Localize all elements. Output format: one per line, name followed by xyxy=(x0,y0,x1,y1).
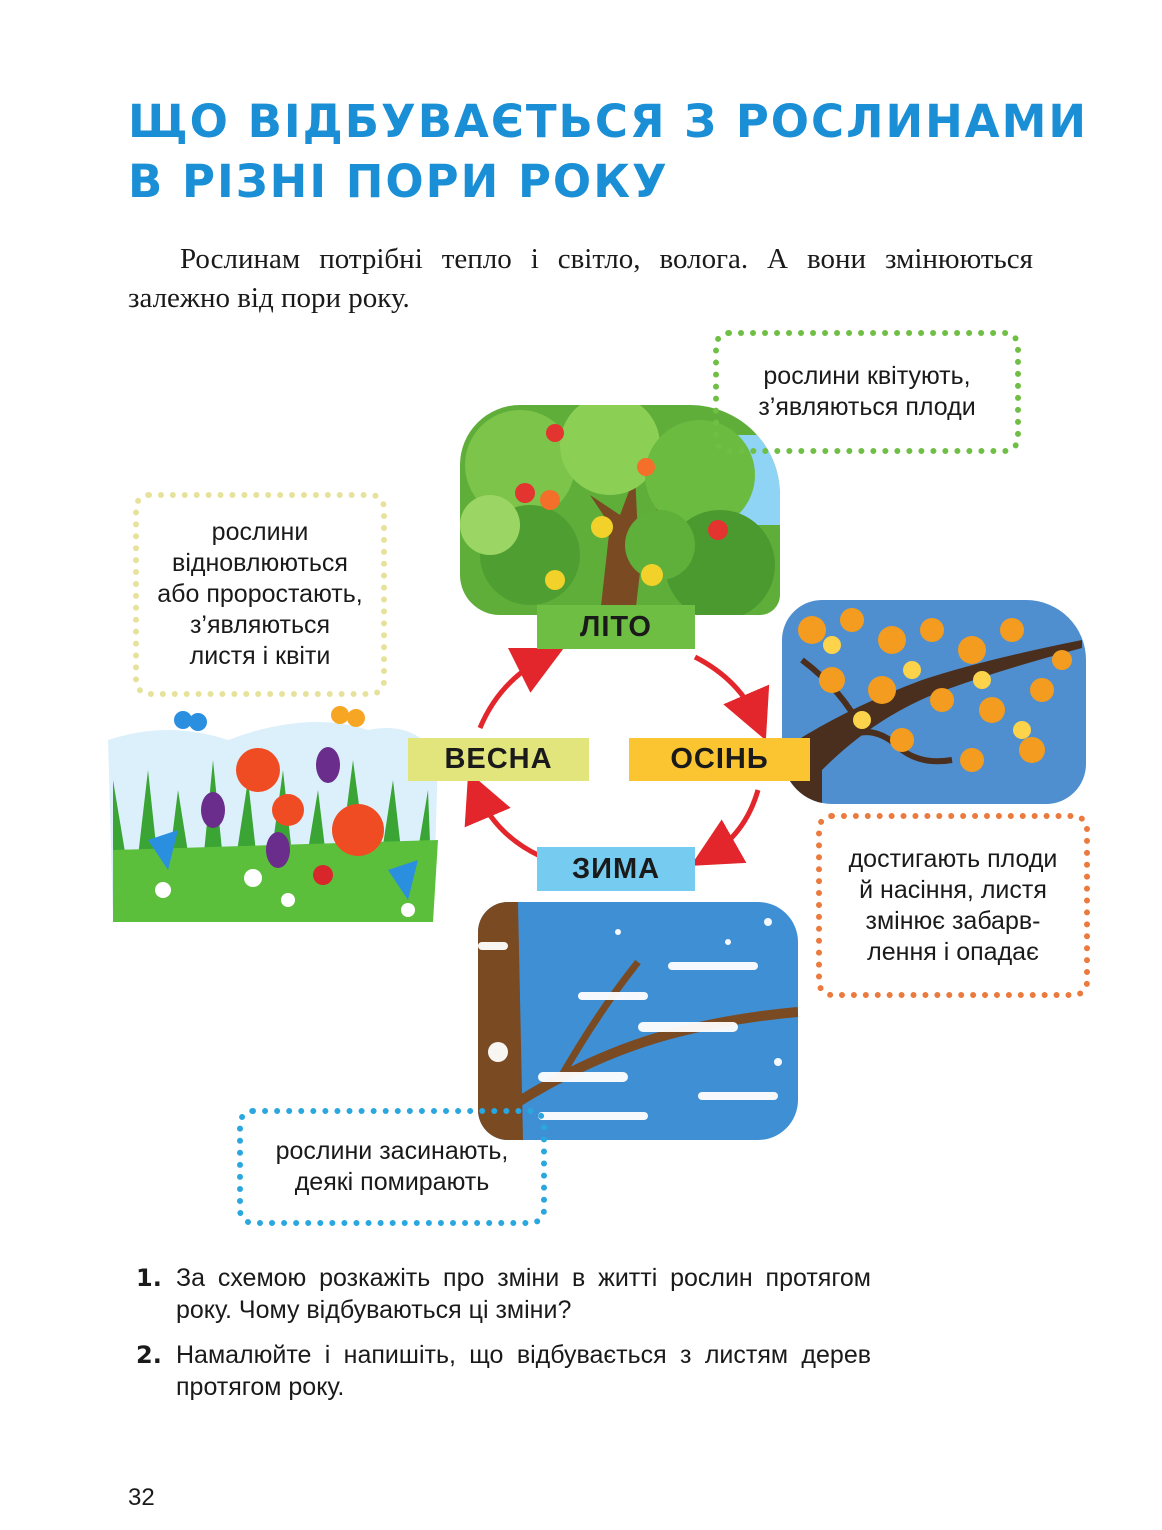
task-number: 2. xyxy=(136,1341,162,1369)
autumn-note-line: змінює забарв- xyxy=(865,906,1041,935)
task-item xyxy=(136,1262,871,1326)
task-text: Намалюйте і напишіть, що відбувається з листям дерев протягом року. xyxy=(176,1341,871,1401)
task-text: За схемою розкажіть про зміни в житті рослин протягом року. Чому відбуваються ці зміни? xyxy=(176,1264,871,1324)
task-number: 1. xyxy=(136,1264,162,1292)
season-label-spring: ВЕСНА xyxy=(408,738,589,781)
winter-note-line: деякі помирають xyxy=(294,1168,490,1196)
arrow-spring-to-summer xyxy=(480,657,546,728)
winter-note-line: рослини засинають, xyxy=(275,1137,509,1165)
spring-note xyxy=(133,492,387,697)
autumn-note-line: достигають плоди xyxy=(848,844,1058,873)
autumn-note-line: лення і опадає xyxy=(867,937,1039,966)
season-label-summer: ЛІТО xyxy=(537,605,695,649)
spring-note-line: листя і квіти xyxy=(189,642,331,670)
arrow-winter-to-spring xyxy=(476,790,540,856)
season-label-winter: ЗИМА xyxy=(537,847,695,891)
season-label-autumn: ОСІНЬ xyxy=(629,738,810,781)
winter-tree-picture xyxy=(478,902,798,1140)
summer-note xyxy=(713,330,1021,454)
title-line-2: В РІЗНІ ПОРИ РОКУ xyxy=(128,155,669,208)
spring-note-line: або проростають, xyxy=(157,580,363,608)
task-item xyxy=(136,1339,871,1403)
spring-flowers-picture xyxy=(108,700,438,926)
page-number: 32 xyxy=(128,1484,155,1511)
winter-note xyxy=(237,1108,547,1226)
autumn-note-line: й насіння, листя xyxy=(859,875,1047,904)
spring-note-line: з’являються xyxy=(189,611,331,639)
intro-paragraph xyxy=(128,240,1033,318)
arrow-summer-to-autumn xyxy=(695,657,758,722)
title-line-1: ЩО ВІДБУВАЄТЬСЯ З РОСЛИНАМИ xyxy=(128,95,1089,148)
autumn-note xyxy=(816,813,1090,998)
page-title xyxy=(128,92,1088,212)
spring-note-line: відновлюються xyxy=(172,549,348,577)
arrow-autumn-to-winter xyxy=(708,790,758,856)
spring-note-line: рослини xyxy=(211,518,309,546)
intro-text: Рослинам потрібні тепло і світло, волога. А вони змінюються залежно від пори року. xyxy=(128,243,1033,314)
summer-note-line: з’являються плоди xyxy=(758,393,976,421)
summer-note-line: рослини квітують, xyxy=(763,362,971,390)
autumn-tree-picture xyxy=(782,600,1086,804)
